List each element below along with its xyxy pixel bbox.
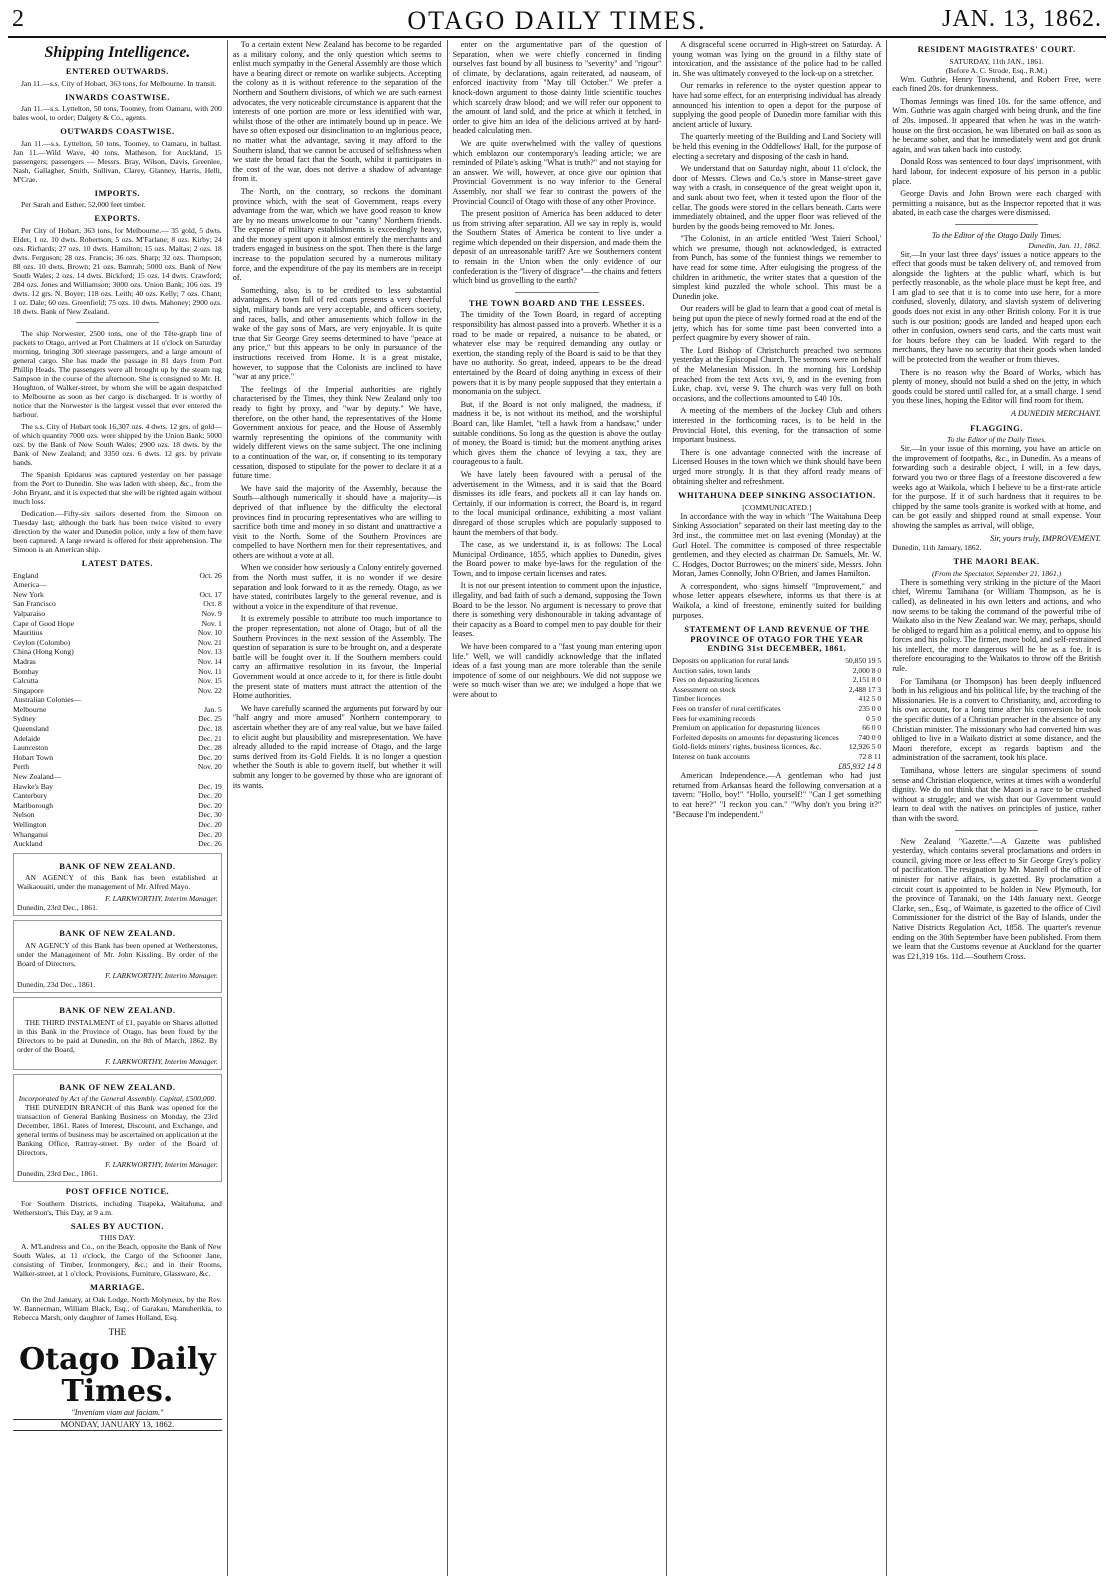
latest-dates-row-value: Nov. 13	[197, 647, 222, 657]
land-revenue-row-value: 12,926 5 0	[848, 742, 882, 752]
imports-text: Per Sarah and Esther, 52,000 feet timber.	[21, 200, 146, 210]
bank-notice-text: AN AGENCY of this Bank has been established at Waikaouaiti, under the management of Mr. Alfred Mayo.	[17, 873, 218, 892]
column-4	[666, 40, 886, 1576]
latest-dates-row	[13, 686, 222, 696]
masthead	[8, 4, 1106, 34]
bank-notice-date: Dunedin, 23rd Dec., 1861.	[17, 1169, 98, 1179]
separator	[955, 830, 1039, 831]
latest-dates-row-value: Dec. 21	[198, 733, 222, 743]
latest-dates-row	[13, 820, 222, 830]
separator	[955, 224, 1039, 225]
land-revenue-row-value: 50,850 19 5	[845, 656, 882, 666]
latest-dates-row	[13, 590, 222, 600]
letter-paragraph: Sir,—In your last three days' issues a notice appears to the effect that goods must be taken delivery of, and removed from alongside the lighters at the public wharf, which is but perfectly reasonable, as the whole place must be kept free, and I am glad to see that it is to come into use here, for a more confused, slovenly, dilatory, and slavish system of delivering goods does not exist in any other British colony. For it is true such is our position; goods are landed and heaped upon each other in confusion, owners send carts, and the carts must wait for hours before they can be loaded. With regard to the merchants, they have no security that their goods when landed will be protected from the weather or from thieves.	[892, 249, 1101, 365]
latest-dates-row	[13, 657, 222, 667]
latest-dates-row-label: Singapore	[13, 685, 44, 695]
latest-dates-row-label: China (Hong Kong)	[13, 647, 74, 657]
latest-dates-row-value: Dec. 20	[198, 752, 222, 762]
bank-notice-signature: F. LARKWORTHY, Interim Manager.	[105, 970, 218, 980]
letter-signature: A DUNEDIN MERCHANT.	[1010, 409, 1101, 418]
latest-dates-row-label: New Zealand—	[13, 772, 62, 782]
land-revenue-row-label: Premium on application for depasturing licences	[672, 723, 820, 733]
ship-news: The s.s. City of Hobart took 16,307 ozs. 4 dwts. 12 grs. of gold—of which quantity 7000 ozs. were shipped by the Union Bank; 5000 ozs. by the Bank of New South Wales; 2900 ozs. 18 dwts. by the Bank of New Zealand; and 3350 ozs. 6 dwts. 12 grs. by private hands.	[13, 421, 222, 467]
land-revenue-row-value: 72 8 11	[858, 751, 882, 761]
land-revenue-row	[672, 714, 881, 724]
flagging-heading: FLAGGING.	[970, 422, 1024, 433]
latest-dates-row-value: Nov. 10	[197, 628, 222, 638]
latest-dates-row-value: Dec. 20	[198, 829, 222, 839]
latest-dates-row	[13, 772, 222, 782]
latest-dates-row-value: Nov. 20	[197, 762, 222, 772]
bank-notice-heading: BANK OF NEW ZEALAND.	[59, 1004, 176, 1015]
latest-dates-row	[13, 705, 222, 715]
article-paragraph: It is not our present intention to comment upon the injustice, illegality, and bad faith of such a demand, supposing the Town Board to be the lessor. No argument is necessary to prove that there is something very dishonourable in taking advantage of their capacity as a Board to compel men to pay double for their leases.	[452, 581, 662, 639]
column-2	[227, 40, 447, 1576]
latest-dates-row-label: Bombay	[13, 666, 39, 676]
court-item: Thomas Jennings was fined 10s. for the same offence, and Wm. Guthrie was again charged with being drunk, and the fine of 20s. imposed. It appeared that when he was in the watch-house on the first occasion, he was liberated on bail as soon as he became sober, and that he immediately went and got drunk again, and was taken back into custody.	[892, 96, 1101, 154]
news-item: A meeting of the members of the Jockey Club and others interested in the forthcoming races, is to be held in the Provincial Hotel, this evening, for the transaction of some important business.	[672, 406, 882, 445]
latest-dates-row-label: Hawke's Bay	[13, 781, 53, 791]
court-bench: (Before A. C. Strode, Esq., R.M.)	[945, 65, 1048, 75]
land-revenue-row-label: Fees on transfer of rural certificates	[672, 704, 781, 713]
bank-notice-heading: BANK OF NEW ZEALAND.	[59, 860, 176, 871]
entered-outwards-heading: ENTERED OUTWARDS.	[65, 66, 169, 76]
latest-dates-row-value: Dec. 28	[198, 743, 222, 753]
latest-dates-row-value: Nov. 11	[198, 666, 222, 676]
latest-dates-row	[13, 628, 222, 638]
land-revenue-row-label: Deposits on application for rural lands	[672, 656, 790, 666]
latest-dates-row-value: Dec. 20	[198, 800, 222, 810]
latest-dates-row-value: Jan. 5	[204, 704, 222, 714]
marriage-text: On the 2nd January, at Oak Lodge, North Molyneux, by the Rev. W. Bannerman, William Black, Esq., of Garakau, Manuherikia, to Rebecca Marsh, only daughter of James Holland, Esq.	[13, 1294, 222, 1322]
latest-dates-row-value: Dec. 26	[198, 839, 222, 849]
latest-dates-row	[13, 734, 222, 744]
exports-text: Per City of Hobart, 363 tons, for Melbourne.— 35 gold, 5 dwts. Elder, 1 oz. 10 dwts. Robertson; 5 ozs. M'Farlane; 8 ozs. Kirby; 24 ozs. Richards; 27 ozs. 10 dwts. Hamilton; 15 ozs. Maltas; 2 ozs. 18 dwts. Ferguson; 28 ozs. Francis; 36 ozs. Sharp; 32 ozs. Thompson; 88 ozs. 10 dwts. Brown; 21 ozs. Bamrah; 5000 ozs. Bank of New South Wales; 2 ozs. 14 dwts. Bickford; 15 ozs. 14 dwts. Crawford; 284 ozs. Jones and Williamson; 3000 ozs. Union Bank; 106 ozs. 19 dwts. 12 grs. N. Boyer; 118 ozs. Leith; 40 ozs. Kelly; 7 ozs. Chant; 1 oz. Dale; 60 ozs. Greenfield; 75 ozs. 10 dwts. Mahoney; 2900 ozs. 18 dwts. Bank of New Zealand.	[13, 225, 222, 316]
article-paragraph: Tamihana, whose letters are singular specimens of sound sense and Christian eloquence, writes at times with a wonderful dignity. We do not think that the Maori is a race to be crushed without a struggle; and we wish that our Government would learn to deal with the natives on principles of justice, rather than with the sword.	[892, 766, 1101, 823]
latest-dates-row-value: Dec. 19	[198, 781, 222, 791]
bank-notice-text: THE THIRD INSTALMENT of £1, payable on Shares allotted in this Bank in the Province of Otago, has been fixed by the Directors to be paid at Dunedin, on the 8th of March, 1862. By order of the Board,	[17, 1017, 218, 1054]
land-revenue-row-value: 2,000 8 0	[852, 665, 882, 675]
editorial-paragraph: The North, on the contrary, so reckons the dominant province which, with the seat of Government, reaps every advantage from the war, which we have good reason to know are by no means unwelcome to our "canny" Northern friends. The expense of military establishments is exceedingly heavy, and the money spent upon it almost entirely the merchants and traders engaged in business on the spot. Then there is the large increase to the population secured by a numerous military force, and the expenditure of the pay its members are in receipt of.	[232, 186, 442, 283]
flagging-signature: Sir, yours truly, IMPROVEMENT.	[990, 533, 1101, 543]
latest-dates-row-value: Nov. 21	[197, 637, 222, 647]
news-item: A disgraceful scene occurred in High-street on Saturday. A young woman was lying on the ground in a filthy state of intoxication, and the assistance of the police had to be called in. She was ultimately conveyed to the lock-up on a stretcher.	[672, 40, 882, 78]
latest-dates-row	[13, 762, 222, 772]
editorial-paragraph: To a certain extent New Zealand has become to be regarded as a military colony, and the only question which seems to enlist much sympathy in the General Assembly are those which have a bearing direct or remote on warlike subjects. Accepting the colony as it is without reference to the separation of the Northern and Southern divisions, of which we are such earnest advocates, the very noticeable circumstance is apparent that the interests of one portion are more or less identified with war, whilst those of the other are intimately bound up in peace. We have so often exposed our disinclination to an inglorious peace, no matter what the advantage, saving it may afford to the Southern island, that we cannot be accused of selfishness when we state the broad fact that the South, whilst it participates in the cost of the war, does not derive a shadow of advantage from it.	[232, 40, 442, 184]
land-revenue-row-label: Assessment on stock	[672, 684, 736, 694]
news-item: We understand that on Saturday night, about 11 o'clock, the door of Messrs. Clews and Co.'s store in Manse-street gave way with a crash, in consequence of the great weight upon it, and sunk about two feet, when it tested upon the floor of the cellar. The goods were stored in the cellars beneath. Carts were immediately obtained, and the upper floor was relieved of the burden by the goods being removed to Mr. Jones.	[672, 164, 882, 231]
land-revenue-row	[672, 723, 881, 733]
letter-paragraph: There is no reason why the Board of Works, which has plenty of money, should not build a shed on the jetty, in which goods could be stored until called for, at a small charge. I send you these lines, hoping the Editor will find room for them.	[892, 367, 1101, 406]
latest-dates-row-value: Oct. 8	[203, 599, 222, 609]
court-heading: RESIDENT MAGISTRATES' COURT.	[917, 44, 1076, 54]
latest-dates-row	[13, 753, 222, 763]
flagging-to: To the Editor of the Daily Times.	[947, 435, 1047, 445]
editorial-paragraph: Something, also, is to be credited to less substantial advantages. A town full of red coats presents a very cheerful sight, military bands are very acceptable, and officers society, and races, balls, and other amusements which follow in the wake of the gay sons of Mars, are very enjoyable. It is quite true that Sir George Grey seems determined to have "peace at any price," but this appears to be only in pursuance of the instructions received from Home. It is a great mistake, however, to suppose that the Colonists are inclined to have "war at any price."	[232, 285, 442, 382]
latest-dates-row	[13, 695, 222, 705]
letter-date: Dunedin, Jan. 11, 1862.	[1028, 240, 1101, 250]
land-revenue-row-value: 235 0 0	[858, 704, 882, 713]
land-revenue-row-value: 412 5 0	[858, 694, 882, 704]
ship-news: The Spanish Epidarus was captured yesterday on her passage from the Port to Dunedin. She was laden with sheep, &c., from the John Bryant, and it is expected that she will be righted again without much loss.	[13, 469, 222, 506]
latest-dates-row	[13, 580, 222, 590]
news-item: Our remarks in reference to the oyster question appear to have had some effect, for an enterprising individual has already announced his intention to open a depot for the purpose of supplying the good people of Dunedin more familiar with this ancient article of luxury.	[672, 81, 882, 129]
land-revenue-row-value: 66 0 0	[862, 723, 882, 733]
land-revenue-row-label: Auction sales, town lands	[672, 665, 751, 675]
court-date: SATURDAY, 11th JAN., 1861.	[949, 56, 1044, 66]
editorial-paragraph: It is extremely possible to attribute too much importance to the proper representation, not alone of Otago, but of all the Southern Provinces in the next session of the Assembly. The question of separation is sure to be brought on, and a desperate battle will be fought over it. If the Southern members could carry an affirmative resolution in its favour, the Imperial Government would at once accede to it, for there is little doubt the present state of matters must attract the attention of the Home authorities.	[232, 614, 442, 701]
latest-dates-row	[13, 830, 222, 840]
latest-dates-row-value	[167, 695, 221, 705]
latest-dates-row-label: Calcutta	[13, 676, 39, 686]
separator	[515, 292, 599, 293]
land-revenue-row	[672, 685, 881, 695]
header-rule	[8, 36, 1106, 38]
motto: "Inveniam viam aut faciam."	[71, 1407, 164, 1417]
news-item: "The Colonist, in an article entitled 'West Taieri School,' which we presume, though not acknowledged, is extracted from Punch, has some of the funniest things we remember to have read for some time. After eulogising the progress of the children in arithmetic, the writer states that a question of the simplest kind puzzled the whole school. This must be a Dunedin joke.	[672, 234, 882, 301]
latest-dates-row-label: Marlborough	[13, 800, 54, 810]
land-revenue-row-label: Gold-fields miners' rights, business licences, &c.	[672, 742, 821, 752]
latest-dates-row	[13, 791, 222, 801]
issue-date: MONDAY, JANUARY 13, 1862.	[13, 1419, 222, 1431]
latest-dates-row	[13, 714, 222, 724]
latest-dates-table	[13, 571, 222, 849]
latest-dates-row-value: Dec. 20	[198, 791, 222, 801]
latest-dates-row-value: Dec. 30	[198, 810, 222, 820]
latest-dates-heading: LATEST DATES.	[81, 557, 154, 568]
whitahuna-subheading: [COMMUNICATED.]	[742, 502, 812, 512]
bank-notice-heading: BANK OF NEW ZEALAND.	[59, 1081, 176, 1092]
land-revenue-table	[672, 656, 881, 762]
latest-dates-row-label: America—	[13, 580, 47, 590]
latest-dates-row	[13, 647, 222, 657]
latest-dates-row	[13, 638, 222, 648]
latest-dates-row	[13, 801, 222, 811]
latest-dates-row-label: Auckland	[13, 839, 43, 849]
news-item: There is one advantage connected with the increase of Licensed Houses in the town which we think should have been urged more strongly. It is that they afford ready means of obtaining shelter and refreshment.	[672, 447, 882, 486]
article-paragraph: We have lately been favoured with a perusal of the advertisement in the Witness, and it is said that the Board dismisses its idle fears, and pockets all it can lay hands on. Certainly, if our information is correct, the Board is, in regard to the local municipal ordinance, exhibiting a most valiant disregard of those scruples which are popularly supposed to haunt the members of that body.	[452, 469, 662, 537]
court-item: George Davis and John Brown were each charged with permitting a nuisance, but as the Inspector reported that it was abated, in each case the charges were dismissed.	[892, 189, 1101, 218]
latest-dates-row-value	[167, 772, 221, 782]
maori-subheading: (From the Spectator, September 21, 1861.)	[931, 568, 1062, 578]
land-revenue-row-value: 2,151 8 0	[852, 675, 882, 685]
news-item: The Lord Bishop of Christchurch preached two sermons yesterday at the Episcopal Church. The sermons were on behalf of the Melanesian Mission. In the morning his Lordship preached from the text Acts xvi, 9, and in the evening from Luke, chap. xvi, verse 9. The church was very full on both occasions, and the collections amounted to £40 10s.	[672, 345, 882, 403]
latest-dates-row	[13, 571, 222, 581]
court-item: Wm. Guthrie, Henry Townshend, and Robert Free, were each fined 20s. for drunkenness.	[892, 74, 1101, 94]
editorial-paragraph: enter on the argumentative part of the question of Separation, when we were chiefly concerned in finding ourselves fast bound by all business to "severity" and "rigour" of climate, by declarations, again reiterated, ad nauseam, of enforced inactivity from "May till October." We prefer a knock-down argument to those dainty little scientific touches which scarcely draw blood; and we will refer our opponent to the amount of land sold, and the price at which it fetched, in order to give him an idea of the delicious arrived at by hard-headed calculating men.	[452, 40, 662, 136]
latest-dates-row	[13, 724, 222, 734]
newspaper-title: OTAGO DAILY TIMES.	[407, 6, 707, 35]
post-office-heading: POST OFFICE NOTICE.	[65, 1186, 170, 1197]
news-item: The quarterly meeting of the Building and Land Society will be held this evening in the Oddfellows' Hall, for the purpose of electing a secretary and disposing of the cash in hand.	[672, 132, 882, 161]
marriage-heading: MARRIAGE.	[90, 1282, 145, 1293]
article-paragraph: We have been compared to a "fast young man entering upon life." Well, we will candidly acknowledge that the inflated ideas of a fast young man are more tolerable than the senile impotence of some of our neighbours. We did not suppose we were so much wiser than we are; we indulged a hope that we were about to	[452, 642, 662, 699]
latest-dates-row-label: San Francisco	[13, 599, 56, 609]
imports-heading: IMPORTS.	[94, 187, 141, 198]
maori-heading: THE MAORI BEAK.	[953, 556, 1040, 567]
court-item: Donald Ross was sentenced to four days' imprisonment, with hard labour, for indecent exposure of his person in a public place.	[892, 157, 1101, 186]
editorial-paragraph: When we consider how seriously a Colony entirely governed from the North must suffer, it is no wonder if we desire separation and look forward to it as the remedy. Otago, as we have stated, contributes largely to the general revenue, and is without a voice in the expenditure of that revenue.	[232, 563, 442, 611]
article-paragraph: The timidity of the Town Board, in regard of accepting responsibility has almost passed into a proverb. Whether it is a road to be made or repaired, a nuisance to be abated, or whatever else may be required demanding any outlay or exertion, the standing reply of the Board is said to be that they have no authority. So great, indeed, appears to be the dread entertained by the Board of doing anything in excess of their powers that it is by many people supposed that they entertain a monomania on the subject.	[452, 310, 662, 397]
land-revenue-row	[672, 742, 881, 752]
news-item: In accordance with the way in which "The Waitahuna Deep Sinking Association" separated on their last meeting day to the 3rd inst., the committee met on last evening (Monday) at the Gurl Hotel. The committee is composed of three respectable gentlemen, and they elected as chairman Dr. Samuels, Mr. W. C. Hodges, Doctor Burrowes; on the miners' side, Messrs. John Moran, James Connolly, John O'Brien, and James Hamilton.	[672, 511, 882, 579]
land-revenue-heading: STATEMENT OF LAND REVENUE OF THE PROVINCE OF OTAGO FOR THE YEAR ENDING 31st DECEMBER, 1861.	[684, 624, 870, 654]
land-revenue-row-value: 2,488 17 3	[848, 684, 882, 694]
land-revenue-row	[672, 704, 881, 714]
columns	[8, 40, 1106, 1576]
land-revenue-row	[672, 694, 881, 704]
latest-dates-row-label: Hobart Town	[13, 752, 54, 762]
latest-dates-row-label: Cape of Good Hope	[13, 618, 74, 628]
latest-dates-row	[13, 676, 222, 686]
bank-notice	[13, 1074, 222, 1183]
article-paragraph: For Tamihana (or Thompson) has been deeply influenced both in his religious and his political life, by the teaching of the Missionaries. He is a convert to Christianity, and, according to his own account, for a long time after his conversion he took the specific duties of a Christian preacher in the absence of any Christian minister. The missionary who had converted him was obliged to live in a Waikato district at some distance, and the Maori therefore, except as regards baptism and the administration of the sacrament, took his place.	[892, 676, 1101, 763]
flagging-date: Dunedin, 11th January, 1862.	[892, 543, 982, 553]
latest-dates-row	[13, 839, 222, 849]
land-revenue-row	[672, 666, 881, 676]
ship-news: The ship Norwester, 2500 tons, one of the Tête-graph line of packets to Otago, arrived at Port Chalmers at 11 o'clock on Saturday morning, bringing 300 steerage passengers, and a large amount of general cargo. She has made the passage in 81 days from Port Phillip Heads. The passengers were all brought up by the steam tug Sampson in the course of the afternoon. She is consigned to Mr. H. Houghton, of Walker-street, by whom she will be again despatched to Melbourne as soon as her cargo is discharged. It is worthy of notice that the Norwester is the largest vessel that ever entered the harbour.	[13, 328, 222, 419]
land-revenue-row	[672, 656, 881, 666]
bank-notice-date: Dunedin, 23rd Dec., 1861.	[17, 903, 98, 913]
bank-notice-text: THE DUNEDIN BRANCH of this Bank was opened for the transaction of General Banking Business on Monday, the 23rd December, 1861. Rates of Interest, Discount, and Exchange, and general terms of business may be ascertained on application at the Banking Office, Rattray-street. By order of the Board of Directors,	[17, 1103, 218, 1158]
news-item: A correspondent, who signs himself "Improvement," and whose letter appears elsewhere, informs us that there is at Waikola, a kind of freestone, eminently suited for building purposes.	[672, 581, 882, 620]
bank-notice-signature: F. LARKWORTHY, Interim Manager.	[105, 1160, 218, 1170]
paper-name: Otago Daily Times.	[19, 1341, 216, 1409]
sales-subheading: THIS DAY.	[99, 1233, 136, 1243]
land-revenue-row	[672, 675, 881, 685]
bank-notice-heading: BANK OF NEW ZEALAND.	[59, 928, 176, 939]
bank-notice-signature: F. LARKWORTHY, Interim Manager.	[105, 894, 218, 904]
latest-dates-row-label: Wellington	[13, 820, 47, 829]
latest-dates-row-label: Madras	[13, 656, 36, 666]
land-revenue-row	[672, 752, 881, 762]
latest-dates-row-label: Nelson	[13, 810, 35, 820]
latest-dates-row-value: Nov. 15	[197, 676, 222, 686]
latest-dates-row-value: Nov. 1	[201, 618, 222, 628]
latest-dates-row	[13, 810, 222, 820]
latest-dates-row-label: Canterbury	[13, 791, 48, 801]
latest-dates-row	[13, 667, 222, 677]
land-revenue-row-label: Timber licences	[672, 694, 721, 704]
article-paragraph: The case, as we understand it, is as follows: The Local Municipal Ordinance, 1855, which applies to Dunedin, gives the Board power to make bye-laws for the regulation of the Town, and to impose certain licenses and rates.	[452, 540, 662, 578]
latest-dates-row	[13, 619, 222, 629]
latest-dates-row-label: Queensland	[13, 724, 49, 734]
latest-dates-row-value: Nov. 9	[201, 608, 222, 618]
bank-notice	[13, 853, 222, 917]
land-revenue-row-label: Fees on depasturing licences	[672, 675, 760, 685]
outwards-coastwise-heading: OUTWARDS COASTWISE.	[60, 126, 175, 137]
inwards-coastwise-text: Jan 11.—s.s. Lyttelton, 50 tons, Toomey, from Oamaru, with 200 bales wool, to order; Dalgety & Co., agents.	[13, 104, 222, 123]
news-item: Our readers will be glad to learn that a good coat of metal is being put upon the piece of newly formed road at the end of the jetty, which has for some time past been converted into a perfect quagmire by every shower of rain.	[672, 304, 882, 343]
latest-dates-row	[13, 609, 222, 619]
entered-outwards-text: Jan 11.—s.s. City of Hobart, 363 tons, for Melbourne. In transit.	[21, 78, 217, 88]
latest-dates-row-label: Mauritius	[13, 628, 43, 638]
column-1	[8, 40, 227, 1576]
header-date: JAN. 13, 1862.	[941, 6, 1102, 32]
latest-dates-row-value: Dec. 20	[198, 820, 222, 829]
bank-notice	[13, 997, 222, 1070]
latest-dates-row	[13, 782, 222, 792]
latest-dates-row-value: Oct. 26	[199, 570, 222, 580]
the-label: THE	[108, 1326, 127, 1337]
editorial-paragraph: We are quite overwhelmed with the valley of questions which emblazon our contemporary's leading article; we are reminded of Pilate's asking "What is truth?" and not staying for an answer. We will, however, at once give our opinion that Provincial Government is no way inferior to the General Assembly, nor shall we fear to contrast the powers of the Provincial Council of Otago with those of any other Province.	[452, 138, 662, 206]
whitahuna-heading: WHITAHUNA DEEP SINKING ASSOCIATION.	[677, 490, 876, 501]
bank-notice	[13, 920, 222, 993]
latest-dates-row-label: Launceston	[13, 743, 49, 753]
latest-dates-row	[13, 743, 222, 753]
editorial-paragraph: We have carefully scanned the arguments put forward by our "half angry and more amused" Northern contemporary to ascertain whether they are of any real value, but we have failed to elicit aught but plausibility and misrepresentation. We have already alluded to the rapid increase of Otago, and the large sums derived from its Gold Fields. It is no longer a question whether the South is able to govern itself, but whether it will submit any longer to be governed by those who are ignorant of its wants.	[232, 703, 442, 790]
editorial-paragraph: The present position of America has been adduced to deter us from striving after separation. All we say in reply is, would the Southern States of America be content to live under a regime which depended on their dispersion, and made them the deposit of an unreasonable tariff? Are we Southerners content to remain in the Union when the only evidence of our confederation is the "livery of disgrace"—the chains and fetters which bind us grovelling to the earth?	[452, 209, 662, 286]
ship-news: Dedication.—Fifty-six sailors deserted from the Simoon on Tuesday last; although the bark has been twice visited to every direction by the water and Dunedin police, only a few of them have been captured. A large reward is offered for their apprehension. The Simoon is an American ship.	[13, 508, 222, 554]
column-5	[886, 40, 1106, 1576]
latest-dates-row-value: Dec. 25	[198, 714, 222, 724]
land-revenue-row-value: 0 5 0	[866, 713, 882, 723]
latest-dates-row-label: Australian Colonies—	[13, 695, 82, 705]
latest-dates-row	[13, 599, 222, 609]
latest-dates-row-label: Adelaide	[13, 733, 41, 743]
latest-dates-row-value: Dec. 18	[198, 724, 222, 734]
land-revenue-row-label: Interest on bank accounts	[672, 751, 750, 761]
gazette-item: New Zealand "Gazette."—A Gazette was published yesterday, which contains several proclamations and orders in council, giving more or less effect to Sir George Grey's policy of pacification. The resignation by Mr. Mantell of the office of minister for native affairs, is gazetted. By proclamation a circuit court is appointed to be holden in New Plymouth, for the province of Taranaki, on the 14th January next. George Clarke, sen., Esq., of Waimate, is gazetted to the office of Civil Commissioner for the district of the Bay of Islands, under the Native Districts Regulation Act, 1858. The quarter's revenue ending on the 30th September have been published. From them we learn that the Customs revenue at Auckland for the quarter was £21,319 16s. 11d.—Southern Cross.	[892, 836, 1101, 961]
column-3	[447, 40, 667, 1576]
separator	[76, 322, 160, 323]
latest-dates-row-value: Nov. 22	[197, 685, 222, 695]
editorial-paragraph: We have said the majority of the Assembly, because the South—although numerically it should have a majority—is deprived of that influence by the difficulty the electoral provinces find in procuring representatives who are willing to sacrifice both time and money in so distant and unattractive a visit to the North. Some of the Southern Provinces are compelled to have Northern men for their representatives, and others are without a vote at all.	[232, 483, 442, 560]
town-board-heading: THE TOWN BOARD AND THE LESSEES.	[468, 297, 646, 308]
latest-dates-row-value: Nov. 14	[197, 656, 222, 666]
land-revenue-total: £85,932 14 8	[838, 761, 882, 771]
latest-dates-row-label: Sydney	[13, 714, 36, 724]
latest-dates-row-label: Ceylon (Colombo)	[13, 637, 71, 647]
outwards-coastwise-text: Jan 11.—s.s. Lyttelton, 50 tons, Toomey, to Oamaru, in ballast. Jan 11.—Wild Wave, 40 tons, Matheson, for Auckland, 15 passengers; passengers — Messrs. Bray, Wilson, Davis, Greenlee, Nash, Gallagher, Smith, Sullivan, Clarey, Glanney, Harris, Helli, M'Crae.	[13, 138, 222, 184]
news-item: American Independence.—A gentleman who had just returned from Arkansas heard the following conversation at a tavern: "Hollo, boy!" "Hollo, yourself!" "Can I get something to eat here?" "I reckon you can." "Why don't you bring it?" "Because I'm independent."	[672, 771, 882, 819]
exports-heading: EXPORTS.	[94, 213, 141, 224]
land-revenue-row	[672, 733, 881, 743]
post-office-text: For Southern Districts, including Tuapeka, Waitahuna, and Wetherston's, This Day, at 9 a.m.	[13, 1198, 222, 1217]
latest-dates-row-value: Oct. 17	[199, 589, 222, 599]
latest-dates-row-label: Perth	[13, 762, 30, 772]
latest-dates-row-label: New York	[13, 589, 44, 599]
latest-dates-row-label: Valparaiso	[13, 608, 46, 618]
page-number: 2	[12, 6, 24, 32]
shipping-title: Shipping Intelligence.	[44, 44, 191, 61]
letter-paragraph: Sir,—In your issue of this morning, you have an article on the improvement of footpaths, &c., in Dunedin. As a means of forwarding such a desirable object, I will, in a few days, forward you two or three flags of a freestone discovered a few weeks ago at Waikola, which I believe to be a first-rate article for the purpose. If it of such hardness that it requires to be chipped by the same tools granite is worked with at home, and can be got easily and shipped round at small expense. Your showing the samples as arrival, will oblige,	[892, 444, 1101, 530]
bank-notice-subheading: Incorporated by Act of the General Assembly. Capital, £500,000.	[18, 1094, 217, 1104]
latest-dates-row-label: Whanganui	[13, 829, 49, 839]
latest-dates-row-label: Melbourne	[13, 704, 47, 714]
article-paragraph: There is something very striking in the picture of the Maori chief, Wiremu Tamihana (or William Thompson, as he is called), as delineated in his own letters and actions, and who now seems to be taking the command of the powerful tribe of Waikato also in the New Zealand war. We may, perhaps, should be obliged to regard him as a political enemy, and to oppose his forces and his policy. The firmer, more bold, and self-restrained his intellect, the more dangerous will he be as a foe. It is therefore encouraging to the Waikatos to throw off the British rule.	[892, 577, 1101, 674]
letter-heading: To the Editor of the Otago Daily Times.	[931, 230, 1062, 240]
land-revenue-row-label: Forfeited deposits on amounts for depasturing licences	[672, 732, 839, 742]
bank-notice-date: Dunedin, 23d Dec., 1861.	[17, 979, 96, 989]
land-revenue-row-value: 740 0 0	[858, 732, 882, 742]
land-revenue-row-label: Fees for examining records	[672, 713, 756, 723]
sales-heading: SALES BY AUCTION.	[70, 1220, 164, 1231]
inwards-coastwise-heading: INWARDS COASTWISE.	[64, 91, 170, 102]
latest-dates-row-value	[167, 580, 221, 590]
latest-dates-row-label: England	[13, 570, 39, 580]
bank-notice-signature: F. LARKWORTHY, Interim Manager.	[105, 1056, 218, 1066]
bank-notice-text: AN AGENCY of this Bank has been opened at Wetherstones, under the Management of Mr. John Kissling. By order of the Board of Directors,	[17, 940, 218, 968]
sales-text: A. M'Landress and Co., on the Beach, opposite the Bank of New South Wales, at 11 o'clock, the Cargo of the Schooner Jane, consisting of Timber, Ironmongery, &c.; and in their Rooms, Walker-street, at 1 o'clock, Provisions, Furniture, Glassware, &c.	[13, 1242, 222, 1279]
article-paragraph: But, if the Board is not only maligned, the madness, if madness it be, is not without its method, and the worshipful Board can, like Hamlet, "tell a hawk from a handsaw," under suitable conditions. So long as the question is above the outlay of money, the Board is timid; but the moment anything arises which gives them the chance of levying a tax, they are courageous to a fault.	[452, 399, 662, 467]
editorial-paragraph: The feelings of the Imperial authorities are rightly characterised by the Times, they think New Zealand only too ready to fight by proxy, and "war by deputy." We have, therefore, on the other hand, the representatives of the Home Government anxious for peace, and the House of Assembly warmly representing the opinions of the community with widely different views on the same subject. The one inclining to a continuation of the war, or, if consenting to its temporary cessation, disposed to stipulate for the power to declare it at a future time.	[232, 384, 442, 481]
